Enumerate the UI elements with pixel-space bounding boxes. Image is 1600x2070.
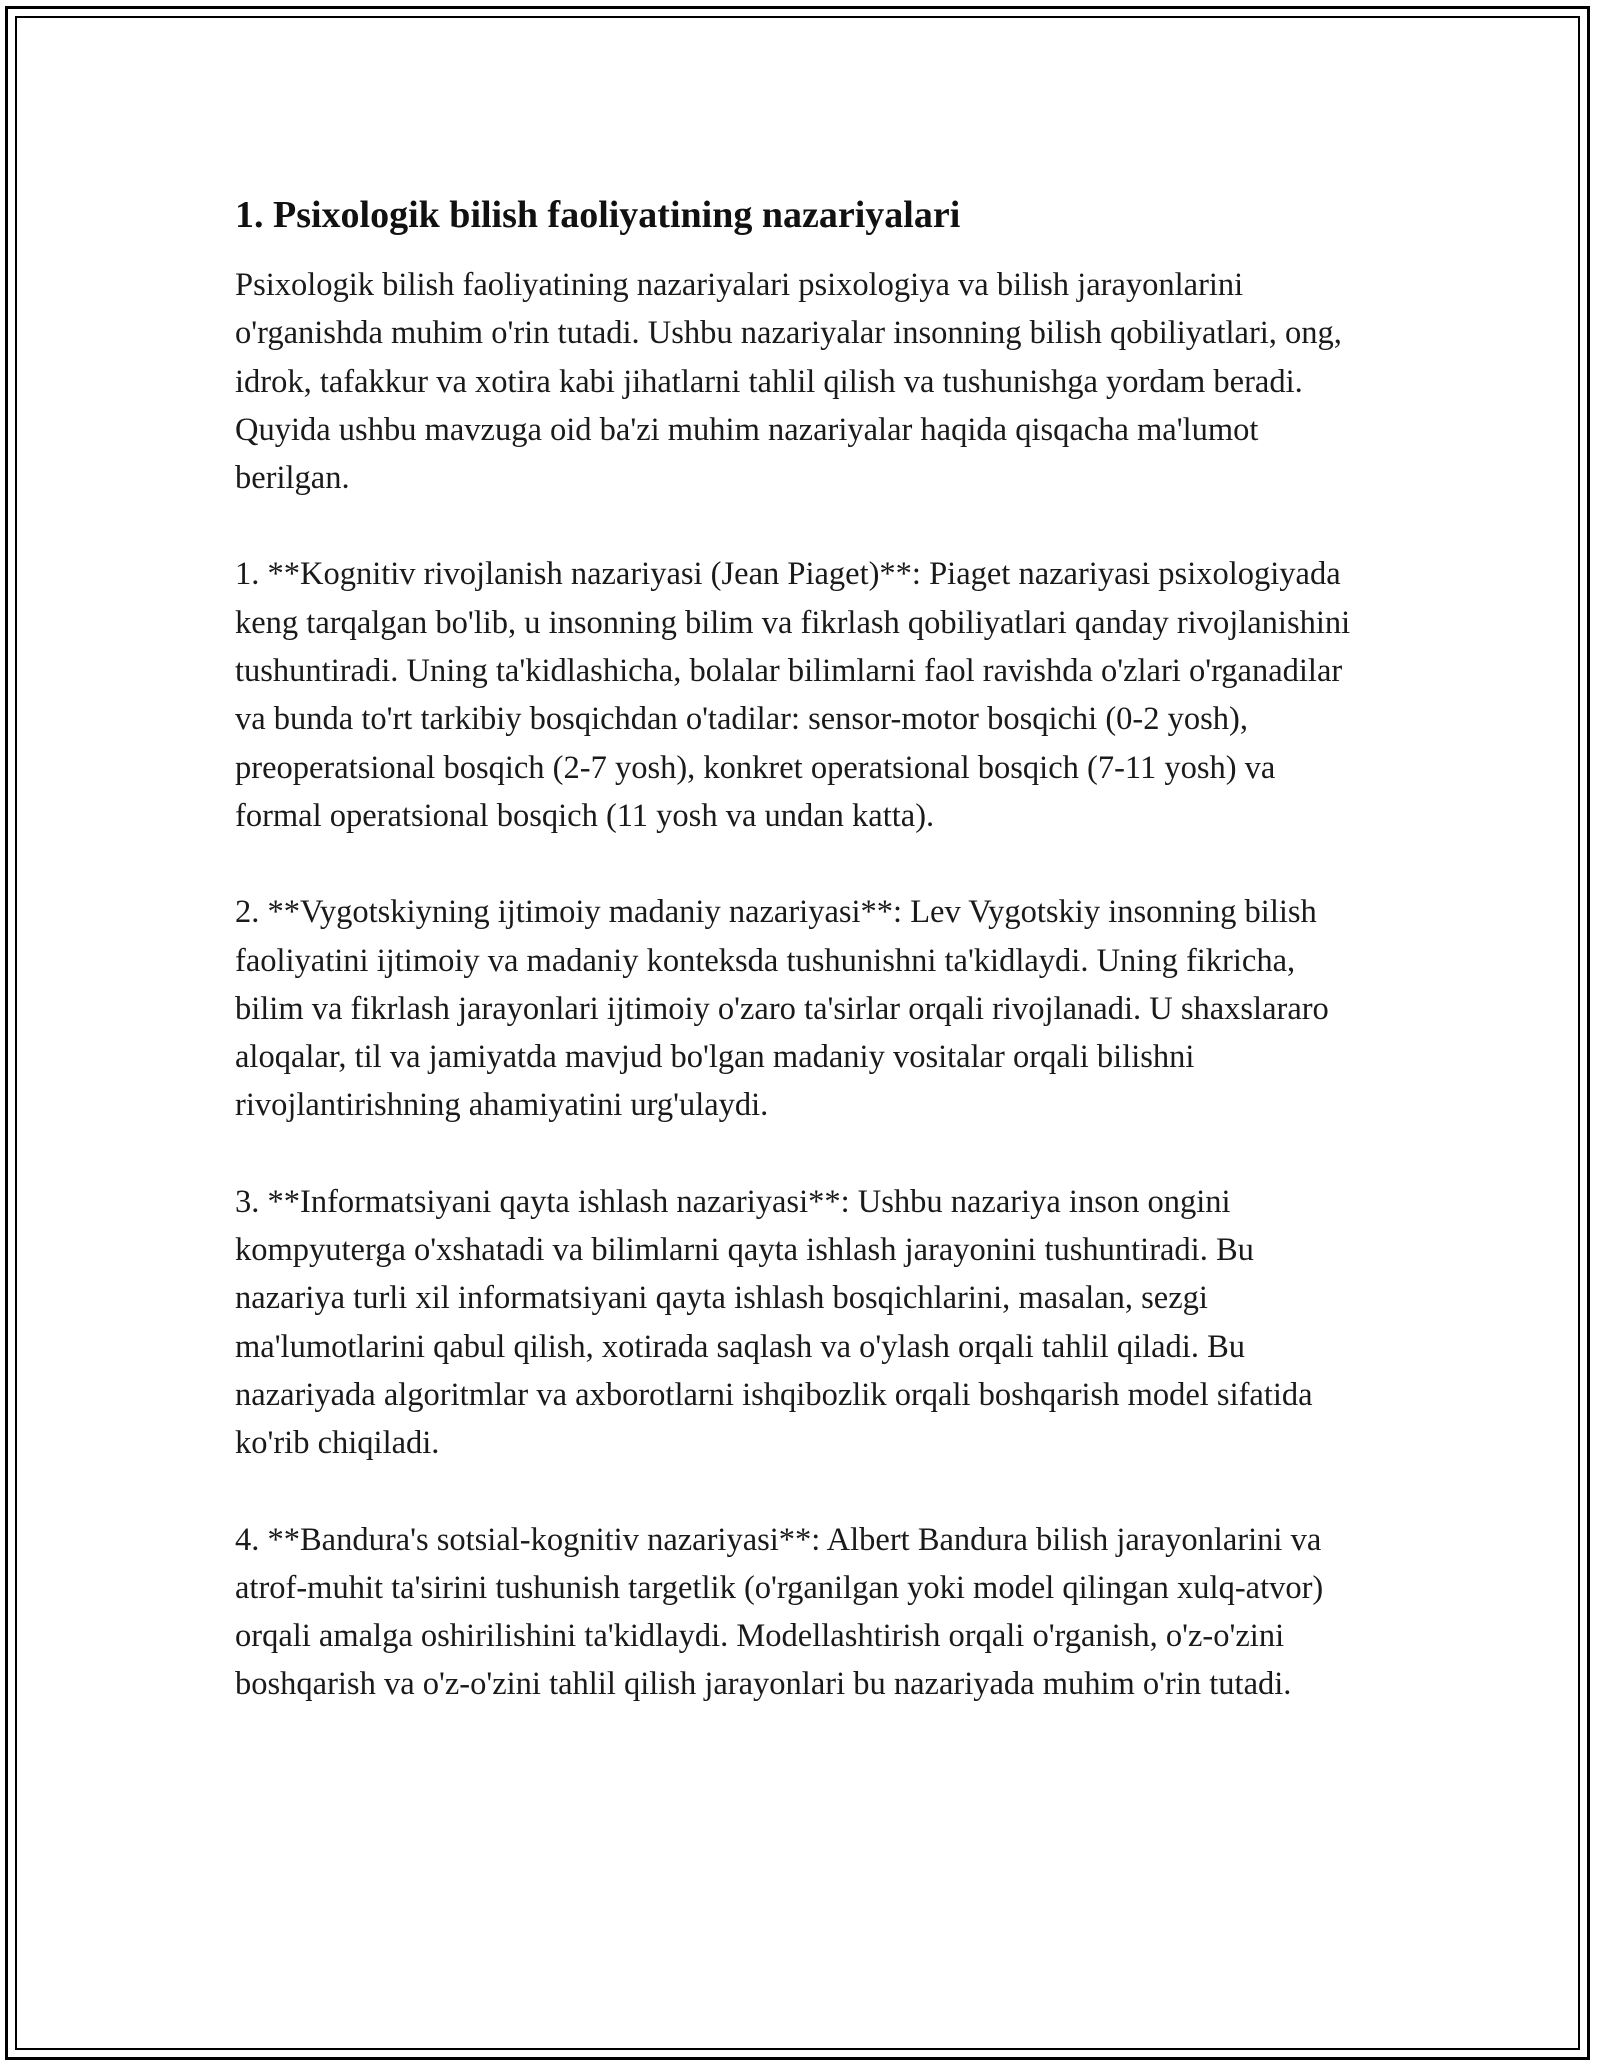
intro-paragraph: Psixologik bilish faoliyatining nazariyalari psixologiya va bilish jarayonlarini o'rganishda muhim o'rin tutadi. Ushbu nazariyalar insonning bilish qobiliyatlari, ong, idrok, tafakkur va xotira kabi jihatlarni tahlil qilish va tushunishga yordam beradi. Quyida ushbu mavzuga oid ba'zi muhim nazariyalar haqida qisqacha ma'lumot berilgan. [235, 267, 1342, 497]
document-body [235, 188, 1365, 1709]
paragraph-vygotsky-theory: 2. **Vygotskiyning ijtimoiy madaniy nazariyasi**: Lev Vygotskiy insonning bilish faoliyatini ijtimoiy va madaniy konteksda tushunishni ta'kidlaydi. Uning fikricha, bilim va fikrlash jarayonlari ijtimoiy o'zaro ta'sirlar orqali rivojlanadi. U shaxslararo aloqalar, til va jamiyatda mavjud bo'lgan madaniy vositalar orqali bilishni rivojlantirishning ahamiyatini urg'ulaydi. [235, 894, 1329, 1124]
paragraph-piaget-theory: 1. **Kognitiv rivojlanish nazariyasi (Jean Piaget)**: Piaget nazariyasi psixologiyada keng tarqalgan bo'lib, u insonning bilim va fikrlash qobiliyatlari qanday rivojlanishini tushuntiradi. Uning ta'kidlashicha, bolalar bilimlarni faol ravishda o'zlari o'rganadilar va bunda to'rt tarkibiy bosqichdan o'tadilar: sensor-motor bosqichi (0-2 yosh), preoperatsional bosqich (2-7 yosh), konkret operatsional bosqich (7-11 yosh) va formal operatsional bosqich (11 yosh va undan katta). [235, 556, 1351, 834]
section-heading: 1. Psixologik bilish faoliyatining nazariyalari [235, 194, 961, 236]
paragraph-information-processing-theory: 3. **Informatsiyani qayta ishlash nazariyasi**: Ushbu nazariya inson ongini kompyuterga o'xshatadi va bilimlarni qayta ishlash jarayonini tushuntiradi. Bu nazariya turli xil informatsiyani qayta ishlash bosqichlarini, masalan, sezgi ma'lumotlarini qabul qilish, xotirada saqlash va o'ylash orqali tahlil qiladi. Bu nazariyada algoritmlar va axborotlarni ishqibozlik orqali boshqarish model sifatida ko'rib chiqiladi. [235, 1183, 1313, 1462]
paragraph-bandura-theory: 4. **Bandura's sotsial-kognitiv nazariyasi**: Albert Bandura bilish jarayonlarini va atrof-muhit ta'sirini tushunish targetlik (o'rganilgan yoki model qilingan xulq-atvor) orqali amalga oshirilishini ta'kidlaydi. Modellashtirish orqali o'rganish, o'z-o'zini boshqarish va o'z-o'zini tahlil qilish jarayonlari bu nazariyada muhim o'rin tutadi. [235, 1521, 1324, 1703]
